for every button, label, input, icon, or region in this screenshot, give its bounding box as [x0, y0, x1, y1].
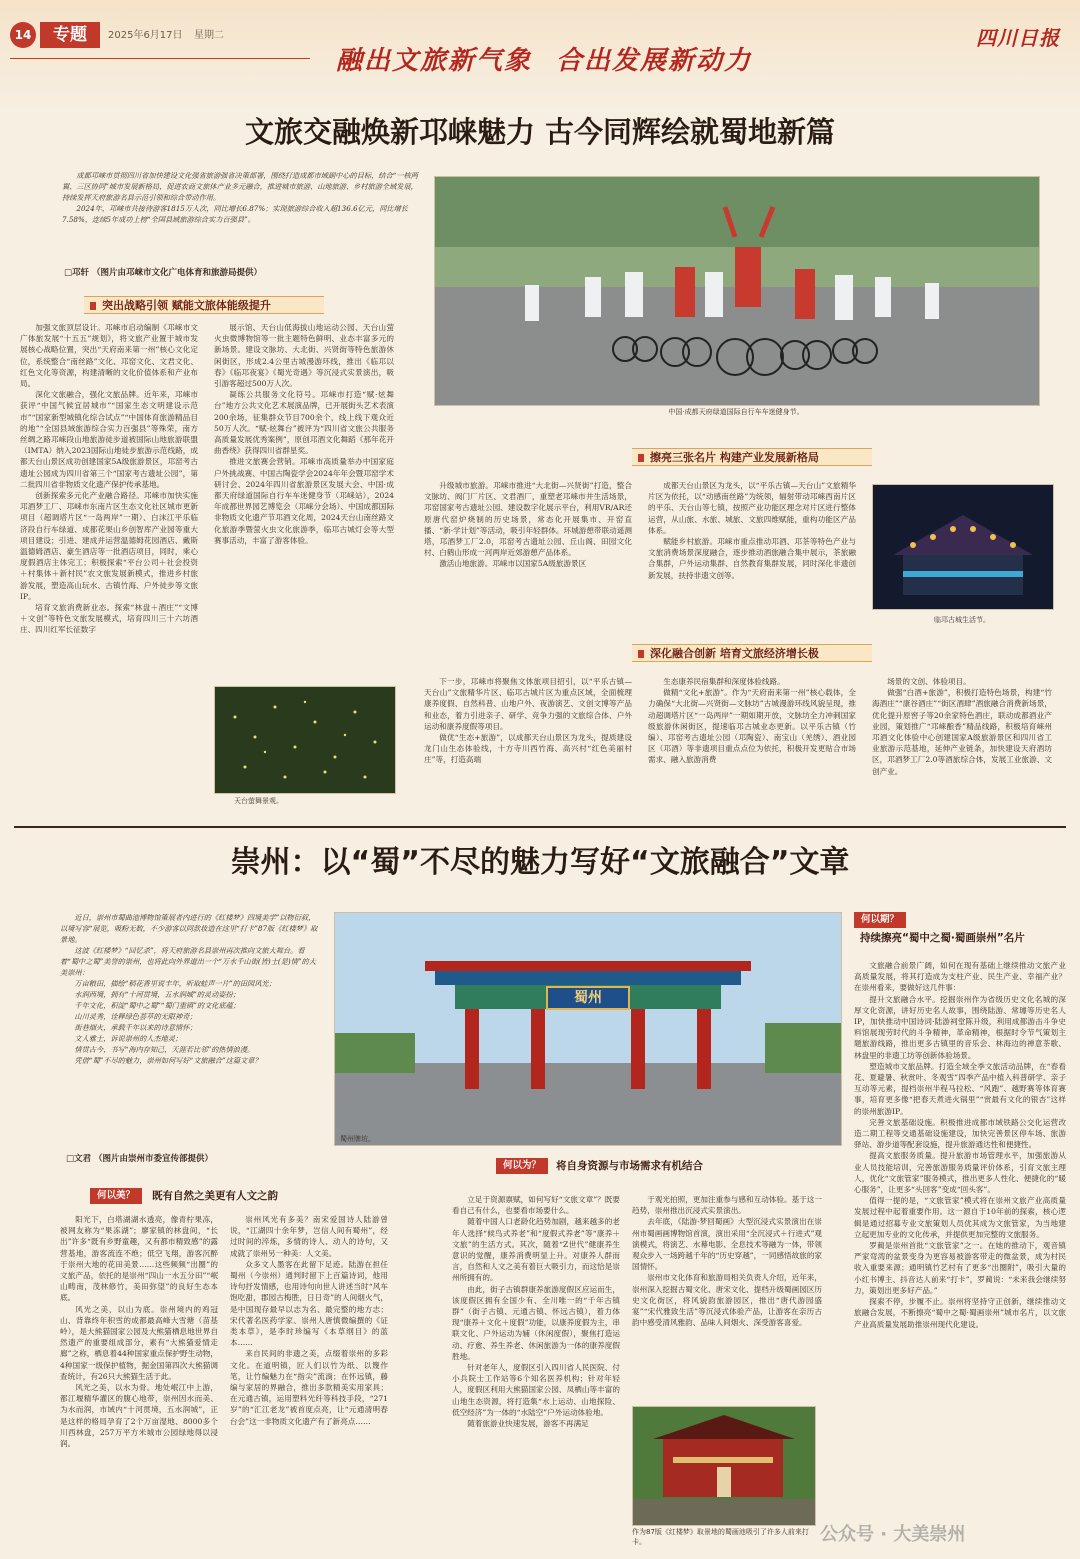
lead-line: 千年文化，积淀“蜀中之蜀”“蜀门重镇”的文化底蕴；: [74, 1001, 241, 1010]
article2-title: 崇州：以“蜀”不尽的魅力写好“文旅融合”文章: [230, 845, 850, 880]
page-number-badge: 14: [10, 22, 36, 48]
paragraph: 提高文旅服务质量。提升旅游市场管理水平，加强旅游从业人员技能培训，完善旅游服务质量评价体系，引育文旅主理人，优化“文旅管家”服务模式，推出更多人性化、便捷化的“暖心服务”，让更多“头回客”变成“回头客”。: [854, 1151, 1066, 1195]
paragraph: 于观光拍照，更加注重参与感和互动体验。基于这一趋势，崇州推出沉浸式实景演出。: [632, 1195, 822, 1216]
paragraph: 去年底，《陆游·梦回蜀画》大型沉浸式实景演出在崇州市蜀画画博物馆首演，演出采用“全沉浸式＋行进式”观演模式，将演艺、水幕电影、全息技术等融为一体，带领观众步入一场跨越千年的“历史穿越”，一同感悟故旅的家国情怀。: [632, 1217, 822, 1272]
section-marker-icon: [638, 454, 644, 462]
paragraph: 激活山地旅游。邛崃市以国家5A级旅游景区: [439, 559, 587, 569]
paragraph: 崇州风光有多美？南宋爱国诗人陆游曾说，“江湖四十余年梦，岂信人间有蜀州”，经过时间的淬炼，多情的诗人、动人的诗句，又成就了崇州另一种美：人文美。: [230, 1215, 388, 1258]
paragraph: 提升文旅融合水平。挖掘崇州作为省级历史文化名城的深厚文化资源，讲好历史名人故事，围绕陆游、常璩等历史名人IP，加快推动中国诗词·陆游祠堂陈升级，利用成都游击斗争史料馆展现劳时代的斗争精神，革命精神，根据时令节气策划主题旅游线路，推出更多古镇里的音乐会、林海边的禅意茶歌、林盘里的非遗工坊等创新体验场景。: [854, 994, 1066, 1060]
slogan-left: 融出文旅新气象: [336, 46, 533, 76]
section3-title-text: 深化融合创新 培育文旅经济增长极: [650, 647, 819, 660]
article2-b-col3: [452, 1194, 620, 1550]
paragraph: 罗蔺是崇州首批“文旅管家”之一。在她的推动下，观音镇严家弯湾的盆景变身为更容易被游客带走的微盆景，成为村民收入重要来源；通明镇竹艺村有了更多“出圈附”，吸引大量的小红书博主、抖音达人前来“打卡”，罗蔺说：“未来我会继续努力，策划出更多好产品。”: [854, 1241, 1066, 1295]
paragraph: 文旅融合前景广阔，如何在现有基础上继续推动文旅产业高质量发展，将其打造成为支柱产业、民生产业、幸福产业？在崇州看来，要做好这几件事：: [854, 961, 1066, 993]
paragraph: 做精“文化+旅游”。作为“天府南来第一州”核心载体，全力确保“大北街—兴贤街—文脉坊”古城漫游环线风貌呈现，推动超调塔片区“一岛两岸”一期如期开放，文脉坊全力冲刺国家级旅游休闲街区，提速临邛古城业态更新。以平乐古镇（竹编）、邛窑考古遗址公园（邛陶瓷）、南宝山（羌绣）、酒业园区（邛酒）等非遗项目重点点位为依托，积极开发更贴合市场需求、融入旅游消费: [648, 688, 856, 765]
paragraph: 深化文旅融合，强化文旅品牌。近年来，邛崃市获评“中国气候宜居城市”“国家生态文明建设示范市”“国家新型城镇化综合试点”“中国体育旅游精品目的地”“全国县域旅游综合实力百强县”等殊荣，南方丝绸之路邛崃段山地旅游徒步道被国际山地旅游联盟（IMTA）纳入2023国际山地徒步旅游示范线路，成都天台山景区成功创建国家5A级旅游景区，邛窑考古遗址公园成为四川省第三个“国家考古遗址公园”，第二批四川省非物质文化遗产保护传承基地。: [20, 390, 198, 489]
section2-title-text: 擦亮三张名片 构建产业发展新格局: [650, 451, 819, 464]
photo-gate-caption: 蜀州牌坊。: [340, 1135, 375, 1143]
paragraph: 推进文旅赛会营销。邛崃市高质量举办中国家庭户外挑战赛、中国古陶瓷学会2024年年会暨邛窑学术研讨会、2024年四川省旅游景区发展大会、中国·成都天府绿道国际自行车车迷健身节（邛崃站），2024年成都世界园艺博览会（邛崃分会场）、中国成都国际非物质文化遗产节邛酒文化周，2024天台山南丝路文化旅游季暨萤火虫文化旅游季，临邛古城灯会等大型赛事活动，丰富了游客体验。: [214, 457, 394, 545]
q2-title: 将自身资源与市场需求有机结合: [556, 1160, 703, 1172]
article1-col1: [20, 322, 198, 798]
article1-col4: [648, 480, 856, 640]
article1-byline: □邛轩 （图片由邛崃市文化广电体育和旅游局提供）: [64, 268, 262, 278]
photo-cycling-race: [434, 176, 1040, 406]
lead-line: 这波《红楼梦》“回忆杀”，将天府旅游名县崇州再次推向文旅大舞台。看着“蜀中之蜀”美誉的崇州，也将此向外界道出一个“万水千山街(皆)士(是)情”的大美崇州：: [60, 946, 316, 977]
paragraph: 完善文旅基础设施。积极推进成都市域铁路公交化运营改造二期工程等交通基础设施建设，加快完善景区停车场、旅游驿站、游步道等配套设施，提升旅游通达性和便捷性。: [854, 1117, 1066, 1150]
article2-right-col: [854, 960, 1066, 1548]
photo-night-caption: 临邛古城生活节。: [934, 616, 990, 624]
lead-line: 山川灵秀，诠释绿色荟萃的无限神奇；: [74, 1012, 197, 1021]
article1-col2: [214, 322, 394, 678]
article1-section1-heading: [84, 296, 324, 314]
paragraph: 崇州市文化体育和旅游局相关负责人介绍，近年来，崇州深入挖掘古蜀文化、唐宋文化、提档升级蜀画园区历史文化街区，将风貌韵旅游园区，推出“唐代游园盛宴”“宋代雅致生活”等沉浸式体验产品，让游客在亲历古韵中感受清风雅韵、品味人间烟火、深受游客喜爱。: [632, 1273, 822, 1328]
photo-shuzhou-gate: [334, 912, 842, 1146]
article2-b-col4: [632, 1194, 822, 1402]
slogan-right: 合出发展新动力: [556, 46, 753, 76]
article1-col3: [424, 480, 632, 640]
watermark: 公众号 · 大美崇州: [820, 1524, 966, 1545]
paragraph: 来自民间的非遗之美，点缀着崇州的多彩文化。在道明镇，匠人们以竹为纸、以篾作笔，让竹编魅力在“指尖”流淌；在怀远镇，藤编与家居的界融合，推出多款精美实用家具；在元通古镇，运用塑料光纤等科技手段，“271岁”的“汇江老龙”被首度点亮，让“元通清明春台会”这一非物质文化遗产有了新亮点……: [230, 1349, 388, 1426]
article1-col7: [872, 676, 1052, 804]
paragraph: 下一步，邛崃市将聚焦文体旅项目招引，以“平乐古镇—天台山”文旅精华片区、临邛古城片区为重点区域，全面梳理康养度假、自然科普、山地户外、夜游演艺、文创文博等产品和业态，着力引进亲子、研学、竞争力强的文旅综合体、户外运动和康养度假等项目。: [424, 677, 632, 731]
header-rule: [10, 58, 310, 59]
photo-red-building: [632, 1406, 816, 1526]
paragraph: 成都天台山景区为龙头，以“平乐古镇—天台山”文旅精华片区为依托，以“动感南丝路”为统领，辐射带动邛崃西南片区的平乐、天台山等七镇，按照产业功能区理念对片区进行整体运营，从山旅、水旅、城旅、文旅四维赋能，重构功能区产品体系。: [648, 481, 856, 535]
article1-lead-p1: 成都邛崃市贯彻四川省加快建设文化强省旅游强省决策部署，围绕打造成都市域副中心的目标，结合“一核两翼、三区协同”城市发展新格局，促进农商文旅体产业多元融合，推进城市旅游、山地旅游、乡村旅游全域发展，持续发挥天府旅游名县示范引领和综合带动作用。: [62, 171, 418, 202]
lead-line: 情贯古今，书写“海内存知己，天涯若比邻”的热情浪漫。: [74, 1045, 255, 1054]
issue-weekday: 星期二: [194, 30, 224, 41]
paragraph: 做优“生态+旅游”，以成都天台山景区为龙头，提质建设龙门山生态体验线，十方寺川西竹海、高兴村“红色美丽村庄”等，打造高端: [424, 733, 632, 765]
article2-b-col2: [230, 1214, 388, 1550]
photo-red-building-caption: 作为87版《红楼梦》取景地的蜀画池吸引了许多人前来打卡。: [632, 1528, 809, 1546]
photo-firefly: [214, 686, 396, 794]
article2-b-col1: [60, 1214, 218, 1550]
red-building-illustration: [633, 1407, 815, 1525]
lead-line: 街巷烟火，承载千年以来的诗意情怀；: [74, 1023, 197, 1032]
article2-byline: □文君 （图片由崇州市委宣传部提供）: [66, 1154, 213, 1164]
paragraph: 由此，街子古镇群康养旅游度假区应运而生，该度假区拥有全国少有、全川唯一的“千年古镇群”（街子古镇、元通古镇、怀远古镇），着力体现“康养＋文化＋度假”功能，以康养度假为主，串联文化、户外运动为辅（休闲度假），聚焦打造运动、疗愈、养生养老、休闲旅游为一体的康养度假胜地。: [452, 1284, 620, 1361]
paragraph: 场景的文创、体验项目。: [887, 677, 971, 686]
paragraph: 众多文人墨客在此留下足迹。陆游在担任蜀州（今崇州）通判时留下上百篇诗词，他用诗句抒发情感，也用诗句向世人讲述当时“风车饱吃甜，郡园古梅胜，日日奇”的人间烟火气，是中国现存最早以志为名、最完整的地方志；宋代著名医药学家、崇州人唐慎微编撰的《证类本草》，是李时珍编写《本草纲目》的蓝本……: [230, 1259, 388, 1348]
paragraph: 塑造城市文旅品牌。打造全域全季文旅活动品牌，在“春看花、夏避暑、秋赏叶、冬观雪”四季产品中植入科普研学、亲子互动等元素，提档崇州半程马拉松、“风跑”、越野赛等体育赛事，培育更多像“把春天煮进火锅里”“赏最有文化的银杏”这样的崇州旅游IP。: [854, 1061, 1066, 1116]
q1-title: 既有自然之美更有人文之韵: [152, 1190, 278, 1202]
issue-date: 2025年6月17日: [108, 30, 183, 41]
article1-col6: [648, 676, 856, 804]
paragraph: 阳光下，白塔湖湖水透亮，像青柠果冻，被网友称为“果冻湖”；廖家镇的林盘间，“长出”许多“既有乡野童趣，又有都市精致感”的露营基地，游客流连不绝；低空飞翔，游客沉醉于崇州大地的花田美景……这些频频“出圈”的文旅产品，依托的是崇州“四山一水五分田”“岷山畴南，茂林修竹，美田弥望”的良好生态本底。: [60, 1215, 218, 1303]
q2-tag: 何以为？: [496, 1158, 548, 1174]
q3-tag: 何以期？: [854, 912, 906, 928]
paragraph: 赋能乡村旅游。邛崃市重点推动邛酒、邛茶等特色产业与文旅消费场景深度融合，逐步推动酒旅融合集中展示，茶旅融合集群，户外运动集群、自然教育集群发展，同时深化非遗创新发展，扶持非遗文创等。: [648, 537, 856, 580]
paragraph: 生态康养民宿集群和深度体验线路。: [663, 677, 785, 686]
cycling-race-illustration: [435, 177, 1039, 405]
photo-night-festival: [872, 484, 1054, 610]
paragraph: 升级城市旅游。邛崃市推进“大北街—兴贤街”打造，整合文脉坊、阀门厂片区、文君酒厂，重塑老邛崃市井生活场景，邛窑国家考古遗址公园、建设数字化展示平台，利用VR/AR还原唐代窑炉烧制的历史场景，常态化开展集市、开窑直播、“新·学计划”等活动，吸引年轻群体。环城游憩带联动遥测塔，邛酒梦工厂2.0，邛窑考古遗址公园、丘山阁、田园文化村、白鹤山形成一河两岸近郊游憩产品体系。: [424, 481, 632, 558]
photo-cycling-caption: 中国·成都天府绿道国际自行车车迷健身节。: [668, 408, 804, 416]
section-marker-icon: [638, 650, 644, 658]
paragraph: 做强“白酒+旅游”，积极打造特色场景，构建“竹海酒庄”“康谷酒庄”“街区酒肆”酒旅融合消费新场景，优化提升原窖子等20余家特色酒庄，联动成都酒业产业园，策划推广“邛崃酿香”精品线路，积极培育崃州邛酒文化体验中心创建国家A级旅游景区和四川省工业旅游示范基地，延伸产业链条，加快建设天府酒坊区，邛酒梦工厂2.0等酒旅综合体，发展工业旅游、文创产业。: [872, 688, 1052, 776]
lead-line: 水润西境，拥有“十河贯境，五水润城”的灵动姿扮；: [74, 990, 240, 999]
gate-illustration: [335, 913, 841, 1145]
firefly-illustration: [215, 687, 395, 793]
paragraph: 风光之美，以水为骨。地处岷江中上游，都江堰精华灌区的腹心地带，崇州因水而美、为水而润，市域内“十河贯境，五水润城”，正是这样的格局孕育了2个万亩湿地、8000多个川西林盘，257万平方米城市公园绿地得以浸润。: [60, 1383, 218, 1449]
photo-firefly-caption: 天台萤舞景观。: [234, 797, 283, 805]
paragraph: 针对老年人，度假区引入四川省人民医院、付小兵院士工作站等6个知名医养机构；针对年轻人，度假区利用大熊猫国家公园、凤栖山等丰富的山地生态资源，将打造集“水上运动、山地探险、低空经济”为一体的“水陆空”户外运动体验地。: [452, 1363, 620, 1417]
paragraph: 创新探索多元化产业融合路径。邛崃市加快实施邛酒梦工厂、邛崃市东南片区生态文化社区城市更新项目（超调塔片区“一岛两岸”一期）、白沫江平乐临济段自行车绿道、成都花果山乡创智库产业园等重大项目建设；引进、建成并运营温德姆花园酒店、戴斯温德姆酒店、豪生酒店等一批酒店项目，同时，乘心度假酒店主体完工；积极探索“平台公司＋社会投资＋村集体＋新村民”农文旅发展新模式，推进乡村旅游发展，塑造高山玩水、古镇竹海、户外徒步等文旅IP。: [20, 491, 198, 601]
article1-col5: [424, 676, 632, 804]
section-label: 专题: [40, 22, 100, 48]
article1-lead-p2: 2024年，邛崃市共接待游客1815万人次，同比增长6.87%；实现旅游综合收入超136.6亿元，同比增长7.58%，连续5年成功上榜“全国县域旅游综合实力百强县”。: [62, 204, 408, 224]
paragraph: 值得一提的是，“文旅管家”模式将在崇州文旅产业高质量发展过程中起着重要作用。这一源自于10年前的探索，核心逻辑是通过招募专业文旅策划人员优其成为文旅管家，为当地建立起更加专业的文化传承，并提供更加完整的文旅服务。: [854, 1196, 1066, 1239]
article2-lead: [60, 912, 322, 1144]
paragraph: 探索不停，步履不止。崇州将坚持守正创新，继续推动文旅融合发展，不断擦亮“蜀中之蜀·蜀画崇州”城市名片，以文旅产业高质量发展助推崇州现代化建设。: [854, 1297, 1066, 1329]
paragraph: 风光之美，以山为底。崇州境内的鸡冠山、背靠终年积雪的成都最高峰大雪塘（苗基岭），是大熊猫国家公园及大熊猫栖息地世界自然遗产的重要组成部分，素有“大熊猫爱情走廊”之称，栖息着44种国家重点保护野生动物，4种国家一级保护植物，掘金国第四次大熊猫调查统计，有26只大熊猫生活于此。: [60, 1304, 218, 1381]
masthead-logo: 四川日报: [976, 26, 1060, 50]
paragraph: 随着中国人口老龄化趋势加剧，越来越多的老年人选择“候鸟式养老”和“度假式养老”等“康养＋文旅”的生活方式。其次，随着“Z世代”健康养生意识的觉醒，康养消费明显上升。对康养人群而言，自然和人文之美有着巨大吸引力，而这恰是崇州所拥有的。: [452, 1217, 620, 1283]
section-marker-icon: [90, 302, 96, 310]
lead-line: 万亩粮田，描绘“稻花香里说丰年，听取蛙声一片”的田园风光；: [74, 979, 276, 988]
q1-tag: 何以美？: [90, 1188, 142, 1204]
paragraph: 随着旅游业快速发展，游客不再满足: [467, 1419, 589, 1429]
article-divider: [14, 826, 1066, 828]
lead-line: 凭借“蜀”不尽的魅力，崇州如何写好“文旅融合”这篇文章？: [74, 1056, 262, 1065]
paragraph: 加强文旅顶层设计。邛崃市启动编制《邛崃市文广体旅发展“十五五”规划》，将文旅产业置于城市发展核心战略位置，突出“天府南来第一州”核心文化定位，系统整合“南丝路”文化、邛窑文化、文君文化、红色文化等资源，构建清晰的文化价值体系和产业布局。: [20, 323, 198, 389]
gate-plaque-text: 蜀州: [574, 990, 602, 1006]
section1-title-text: 突出战略引领 赋能文旅体能级提升: [102, 299, 271, 312]
paragraph: 凝练公共服务文化符号。邛崃市打造“赋·炫舞台”地方公共文化艺术展演品牌，已开展街头艺术表演200余场，征集群众节目700余个，线上线下观众近50万人次。“赋·炫舞台”被评为“四川省文旅公共服务高质量发展优秀案例”，原创邛酒文化舞蹈《那年花开曲香绕》获得四川省群星奖。: [214, 390, 394, 456]
article1-section3-heading: [632, 644, 872, 662]
paragraph: 立足于资源禀赋，如何写好“文旅文章”？既要看自己有什么，也要看市场要什么。: [452, 1195, 620, 1216]
article1-lead: [62, 170, 422, 262]
article1-section2-heading: [632, 448, 872, 466]
night-festival-illustration: [873, 485, 1053, 609]
paragraph: 培育文旅消费新业态。探索“林盘＋酒庄”“文博＋文创”等特色文旅发展模式，培育四川三十六坊酒庄、四川红军长征数字: [20, 603, 198, 635]
page-header: [0, 0, 1080, 110]
lead-line: 近日，崇州市蜀曲池博物馆策展者内进行的《红楼梦》四境美学”以物衍叙，以境写容“展览，吸粉无数，不少游客以同款妆造在这里“打卡”87版《红楼梦》取景地。: [60, 913, 318, 944]
article1-title: 文旅交融焕新邛崃魅力 古今同辉绘就蜀地新篇: [244, 115, 836, 149]
q3-title: 持续擦亮“蜀中之蜀·蜀画崇州”名片: [860, 932, 1025, 944]
paragraph: 展示馆、天台山低海拔山地运动公园、天台山萤火虫微博物馆等一批主题特色鲜明、业态丰富多元的新场景。建设文脉坊、大北街、兴贤街等特色旅游休闲街区，形成2.4公里古城漫游环线，推出《临邛以春》《临邛夜宴》《蜀光奇遇》等沉浸式实景演出，吸引游客超过500万人次。: [214, 323, 394, 389]
lead-line: 文人雅士，诉说崇州的人杰地灵；: [74, 1034, 183, 1043]
